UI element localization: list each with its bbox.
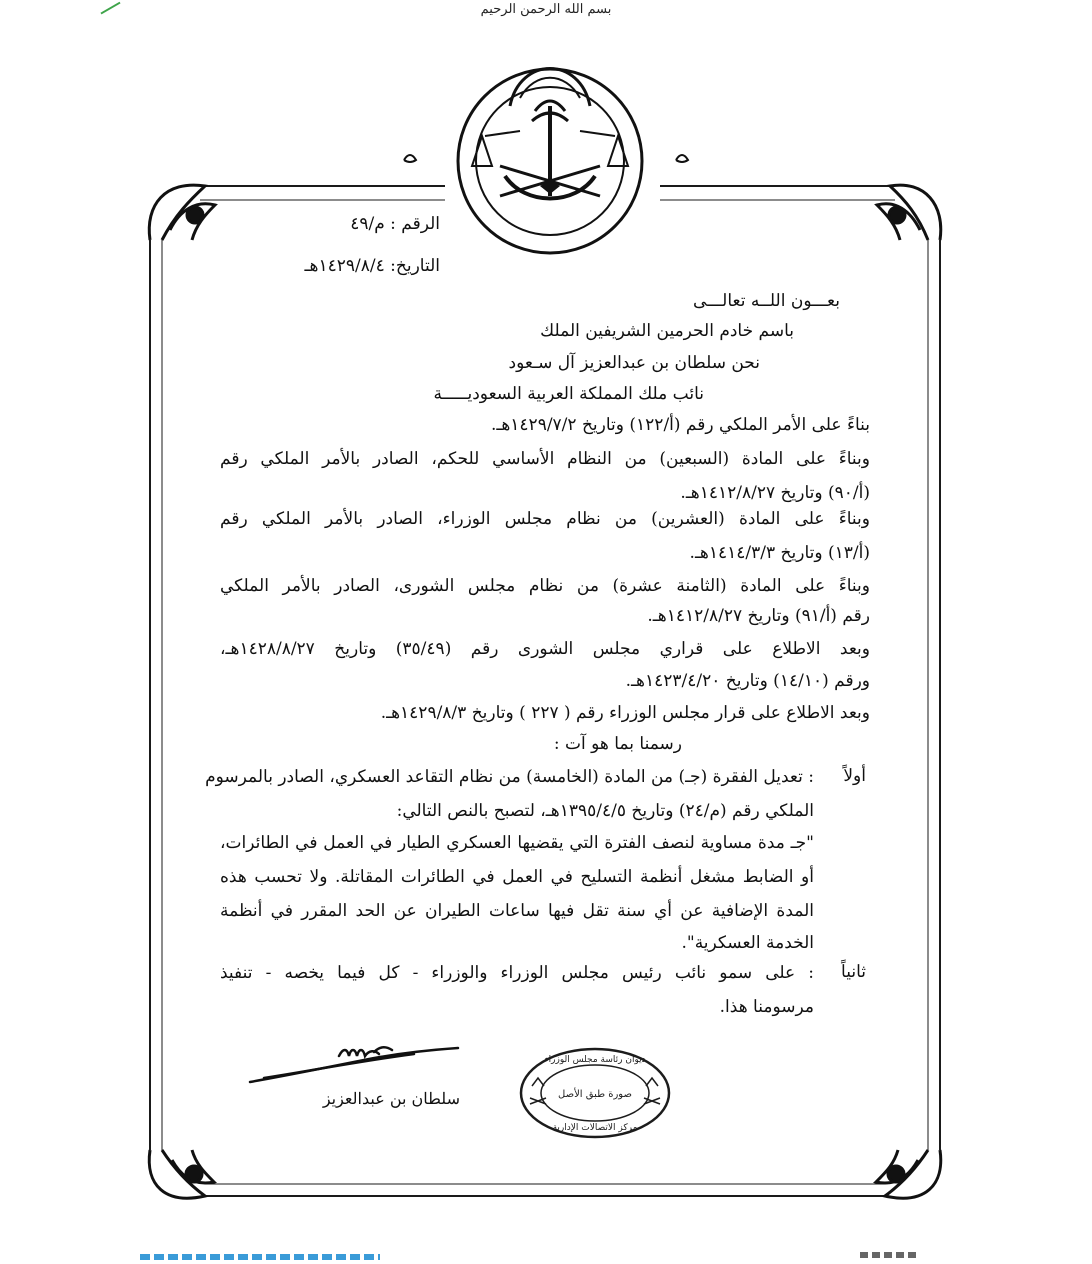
preamble-line-11: رسمنا بما هو آت : — [553, 734, 682, 754]
decree-date: التاريخ: ١٤٢٩/٨/٤هـ — [304, 256, 440, 276]
decree-number: الرقم : م/٤٩ — [350, 214, 440, 234]
frame-corner-bottom-left — [149, 1150, 214, 1198]
frame-corner-top-right — [877, 185, 941, 240]
stamp-top-text: ديوان رئاسة مجلس الوزراء — [544, 1055, 646, 1065]
footer-page-mark — [860, 1252, 920, 1258]
preamble-line-8: وبعد الاطلاع على قراري مجلس الشورى رقم (٣٥/٤٩) وتاريخ ١٤٢٨/٨/٢٧هـ، — [220, 639, 870, 659]
clause-second-line-2: مرسومنا هذا. — [719, 997, 814, 1017]
clause-first-line-4: أو الضابط مشغل أنظمة التسليح في العمل في الطائرات المقاتلة. ولا تحسب هذه — [220, 867, 814, 887]
clause-first-label: أولاً — [843, 766, 866, 786]
clause-first-line-6: الخدمة العسكرية". — [681, 933, 814, 953]
official-stamp — [518, 1046, 672, 1140]
royal-emblem — [440, 36, 660, 258]
stamp-middle-text: صورة طبق الأصل — [558, 1089, 632, 1100]
clause-first-line-5: المدة الإضافية عن أي سنة تقل فيها ساعات الطيران عن الحد المقرر في أنظمة — [220, 901, 814, 921]
intro-line-3: نحن سلطان بن عبدالعزيز آل سـعود — [508, 353, 760, 373]
basmala: بسم الله الرحمن الرحيم — [480, 2, 612, 17]
footer-scan-strip — [140, 1254, 380, 1260]
preamble-line-3: (أ/٩٠) وتاريخ ١٤١٢/٨/٢٧هـ. — [680, 483, 870, 503]
preamble-line-5: (أ/١٣) وتاريخ ١٤١٤/٣/٣هـ. — [689, 543, 870, 563]
stamp-bottom-text: مركز الاتصالات الإدارية — [552, 1123, 638, 1133]
signer-name: سلطان بن عبدالعزيز — [322, 1089, 460, 1108]
intro-line-1: بعـــون اللــه تعالـــى — [693, 291, 840, 311]
clause-first-line-2: الملكي رقم (م/٢٤) وتاريخ ١٣٩٥/٤/٥هـ، لتصبح بالنص التالي: — [396, 801, 814, 821]
clause-second-label: ثانياً — [841, 962, 866, 982]
clause-first-line-3: "جـ مدة مساوية لنصف الفترة التي يقضيها العسكري الطيار في العمل في الطائرات، — [220, 833, 814, 853]
frame-corner-bottom-right — [876, 1150, 941, 1198]
preamble-line-9: ورقم (١٤/١٠) وتاريخ ١٤٢٣/٤/٢٠هـ. — [625, 671, 870, 691]
preamble-line-1: بناءً على الأمر الملكي رقم (أ/١٢٢) وتاريخ ١٤٢٩/٧/٢هـ. — [490, 415, 870, 435]
handwritten-signature — [244, 1038, 464, 1088]
preamble-line-6: وبناءً على المادة (الثامنة عشرة) من نظام مجلس الشورى، الصادر بالأمر الملكي — [220, 576, 870, 596]
preamble-line-10: وبعد الاطلاع على قرار مجلس الوزراء رقم ( ٢٢٧ ) وتاريخ ١٤٢٩/٨/٣هـ. — [380, 703, 870, 723]
clause-first-line-1: : تعديل الفقرة (جـ) من المادة (الخامسة) من نظام التقاعد العسكري، الصادر بالمرسوم — [205, 767, 814, 787]
clause-second-line-1: : على سمو نائب رئيس مجلس الوزراء والوزراء - كل فيما يخصه - تنفيذ — [220, 963, 814, 983]
intro-line-4: نائب ملك المملكة العربية السعوديـــــة — [433, 384, 704, 404]
preamble-line-7: رقم (أ/٩١) وتاريخ ١٤١٢/٨/٢٧هـ. — [647, 606, 870, 626]
intro-line-2: باسم خادم الحرمين الشريفين الملك — [540, 321, 794, 341]
frame-corner-top-left — [149, 185, 215, 240]
preamble-line-2: وبناءً على المادة (السبعين) من النظام الأساسي للحكم، الصادر بالأمر الملكي رقم — [220, 449, 870, 469]
preamble-line-4: وبناءً على المادة (العشرين) من نظام مجلس الوزراء، الصادر بالأمر الملكي رقم — [220, 509, 870, 529]
